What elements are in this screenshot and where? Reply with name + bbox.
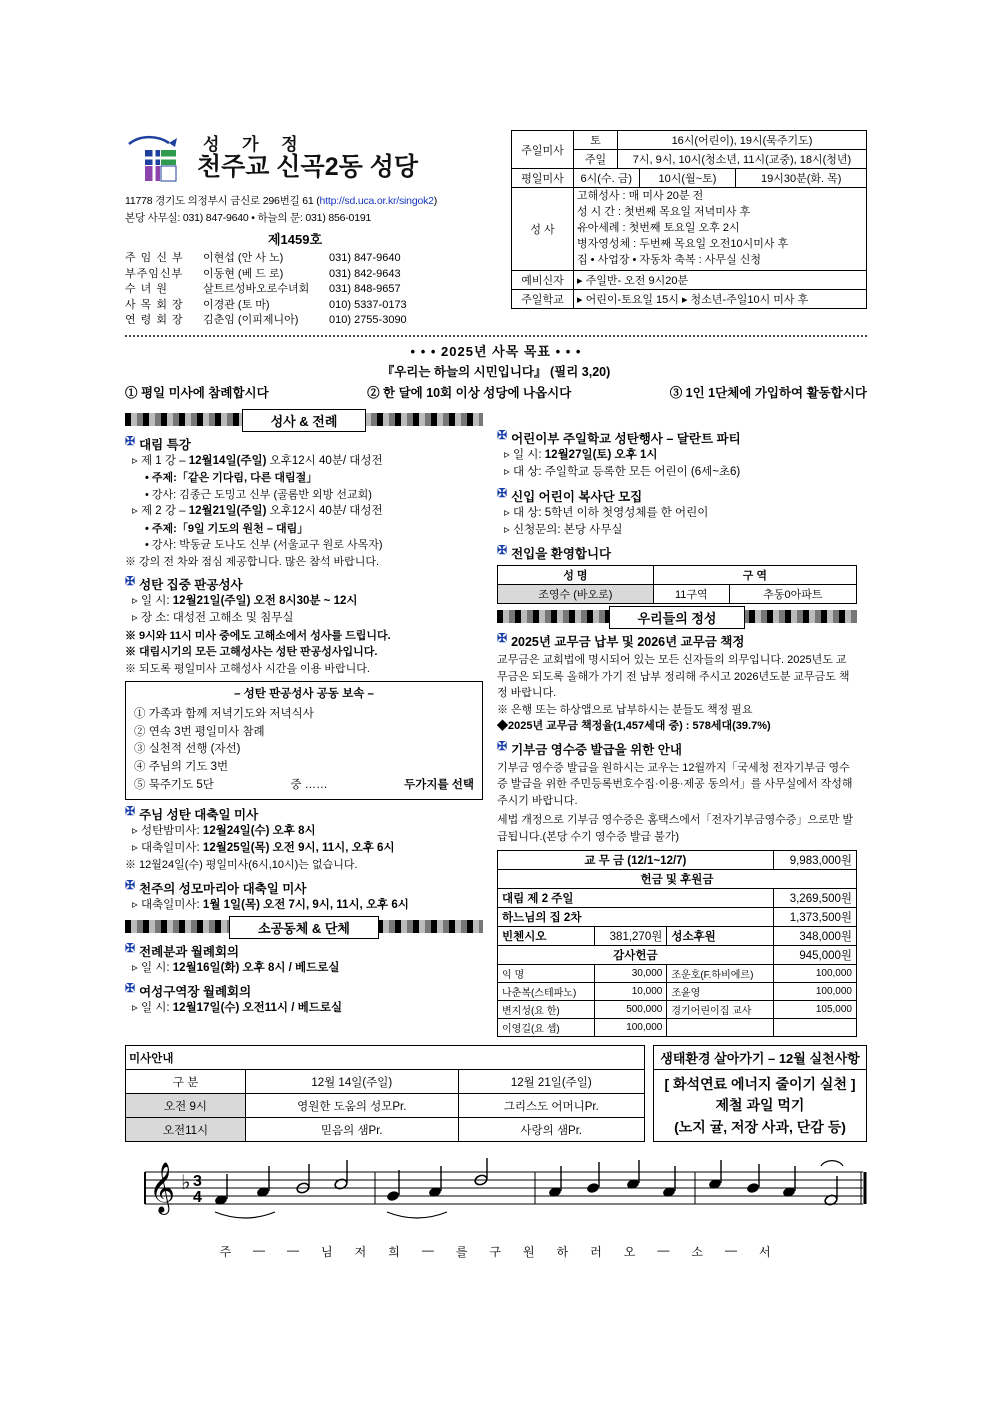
eco-practice-table xyxy=(653,1045,867,1142)
pastoral-goals xyxy=(125,341,867,401)
christmas-night-mass: ▹ 성탄밤미사: 12월24일(수) 오후 8시 xyxy=(132,824,316,837)
staff-row: 연 령 회 장 김춘임 (이피제니아) 010) 2755-3090 xyxy=(125,314,407,327)
staff-list xyxy=(125,251,505,329)
offering-row-label-2: 성소후원 xyxy=(667,927,773,946)
cross-icon: ✠ xyxy=(497,485,508,500)
confession-section: ✠ 성탄 집중 판공성사 ▹ 일 시: 12월21일(주일) 오전 8시30분 ~ 12시 ▹ 장 소: 대성전 고해소 및 침무실 ※ 9시와 11시 미사 중에도 고해소에서 성사를 드립니다. ※ 대림시기의 모든 고해성사는 성탄 판공성사입니다. ※ 되도록 평일미사 고해성사 시간을 이용 바랍니다. xyxy=(125,575,483,677)
dues-row-label: 교 무 금 (12/1~12/7) xyxy=(498,851,774,870)
staff-row: 주 임 신 부 이현섭 (안 사 노) 031) 847-9640 xyxy=(125,252,401,264)
penance-tail-mid: 중 …… xyxy=(290,779,328,792)
section-band-groups: 소공동체 & 단체 xyxy=(125,917,483,937)
sunday-mass-label: 주일미사 xyxy=(512,131,574,169)
dues-paragraph-2: ※ 은행 또는 하상앱으로 납부하시는 분들도 책정 필요 xyxy=(497,703,753,716)
content-columns xyxy=(125,407,867,1037)
penance-tail: 두가지를 선택 xyxy=(404,779,474,792)
dues-section: ✠ 2025년 교무금 납부 및 2026년 교무금 책정 교무금은 교회법에 명시되어 있는 모든 신자들의 의무입니다. 2025년도 교무금은 되도록 올해가 가기 전 납부 정리해 주시고 2026년도분 교무금도 책정 바랍니다. ※ 은행 또는 하상앱으로 납부하시는 분들도 책정 필요 ◆2025년 교무금 책정율(1,457세대 중) : 578세대(39.7%) xyxy=(497,632,857,735)
header xyxy=(125,130,867,329)
divider xyxy=(125,335,867,337)
table-row: 오전 9시 영원한 도움의 성모Pr. 그리스도 어머니Pr. xyxy=(126,1094,645,1118)
church-name-line2: 천주교 신곡2동 성당 xyxy=(197,152,418,181)
offering-row-label: 하느님의 집 2차 xyxy=(498,908,774,927)
bottom-section xyxy=(125,1045,867,1142)
advent-topic-1: • 주제:「같은 기다림, 다른 대림절」 xyxy=(145,472,318,485)
cross-icon: ✠ xyxy=(125,877,136,892)
goals-verse: 『우리는 하늘의 시민입니다』 (필리 3,20) xyxy=(381,365,611,380)
time-signature-bottom: 4 xyxy=(193,1189,202,1207)
offering-row-value: 1,373,500원 xyxy=(773,908,856,927)
confession-note-1: ※ 9시와 11시 미사 중에도 고해소에서 성사를 드립니다. xyxy=(125,629,391,642)
mass-guide-title: 미사안내 xyxy=(126,1046,645,1070)
catechumen-label: 예비신자 xyxy=(512,270,574,289)
christmas-mass: ✠ 주님 성탄 대축일 미사 ▹ 성탄밤미사: 12월24일(수) 오후 8시 ▹ 대축일미사: 12월25일(목) 오전 9시, 11시, 오후 6시 ※ 12월24일(수) 평일미사(6시,10시)는 없습니다. xyxy=(125,805,483,874)
donation-receipt-section: ✠ 기부금 영수증 발급을 위한 안내 기부금 영수증 발급을 원하시는 교우는 12월까지「국세청 전자기부금 영수증 발급을 위한 주민등록번호수집·이용·제공 동의서」를 사무실에서 작성해 주시기 바랍니다. 세법 개정으로 기부금 영수증은 홈택스에서「전자기부금영수증」으로만 발급됩니다.(본당 수기 영수증 발급 불가) xyxy=(497,740,857,846)
issue-number: 제1459호 xyxy=(267,232,323,247)
sacrament-info: 고해성사 : 매 미사 20분 전 성 시 간 : 첫번째 목요일 저녁미사 후 유아세례 : 첫번째 토요일 오후 2시 병자영성체 : 두번째 목요일 오전10시미사 후 집 • 사업장 • 자동차 축복 : 사무실 신청 xyxy=(574,188,867,271)
mass-guide-date-2: 12월 21일(주일) xyxy=(458,1070,644,1094)
left-column xyxy=(125,407,483,1037)
cross-icon: ✠ xyxy=(497,631,508,646)
svg-text:♭: ♭ xyxy=(181,1170,191,1195)
penance-box xyxy=(125,681,483,800)
goals-title: • • • 2025년 사목 목표 • • • xyxy=(410,344,582,360)
penance-item: ① 가족과 함께 저녁기도와 저녁식사 xyxy=(134,707,314,720)
confession-when: ▹ 일 시: 12월21일(주일) 오전 8시30분 ~ 12시 xyxy=(132,595,358,608)
time-signature-top: 3 xyxy=(193,1173,202,1191)
cross-icon: ✠ xyxy=(497,428,508,443)
sat-label: 토 xyxy=(574,131,618,150)
advent-lecture: ✠ 대림 특강 ▹ 제 1 강 – 12월14일(주일) 오후12시 40분/ 대성전 • 주제:「같은 기다림, 다른 대림절」 • 강사: 김종근 도밍고 신부 (골롬반 외방 선교회) ▹ 제 2 강 – 12월21일(주일) 오후12시 40분/ 대성전 • 주제:「9일 기도의 원천 – 대림」 • 강사: 박동균 도나도 신부 (서울교구 원로 사목자) ※ 강의 전 차와 점심 제공합니다. 많은 참석 바랍니다. xyxy=(125,435,483,570)
dues-rate: ◆2025년 교무금 책정율(1,457세대 중) : 578세대(39.7%) xyxy=(497,720,771,733)
new-altar-servers: ✠ 신입 어린이 복사단 모집 ▹ 대 상: 5학년 이하 첫영성체를 한 어린이 ▹ 신청문의: 본당 사무실 xyxy=(497,487,857,540)
offering-row-value-2: 348,000원 xyxy=(773,927,856,946)
table-row: 익 명 30,000 조운호(F.하비에르) 100,000 xyxy=(498,965,857,983)
goal-item: ② 한 달에 10회 이상 성당에 나옵시다 xyxy=(367,386,572,401)
weekday-time-3: 19시30분(화. 목) xyxy=(736,169,867,188)
lyrics-line: 주 — — 님 저 희 — 를 구 원 하 러 오 — 소 — 서 xyxy=(219,1243,773,1260)
goal-item: ① 평일 미사에 참례합시다 xyxy=(125,386,269,401)
catechumen-value: ▸ 주일반- 오전 9시20분 xyxy=(574,270,867,289)
penance-item: ④ 주님의 기도 3번 xyxy=(134,761,229,774)
mass-guide-col-label: 구 분 xyxy=(126,1070,246,1094)
penance-item: ⑤ 묵주기도 5단 xyxy=(134,779,214,792)
eco-line-3: (노지 귤, 저장 사과, 단감 등) xyxy=(654,1116,867,1142)
liturgy-meeting-when: ▹ 일 시: 12월16일(화) 오후 8시 / 베드로실 xyxy=(132,962,340,975)
cross-icon: ✠ xyxy=(125,574,136,589)
church-office-phone: 본당 사무실: 031) 847-9640 • 하늘의 문: 031) 856-0191 xyxy=(125,212,372,224)
table-row: 조영수 (바오로) 11구역 추동0아파트 xyxy=(498,585,857,604)
sunday-school-label: 주일학교 xyxy=(512,289,574,308)
women-district-meeting-when: ▹ 일 시: 12월17일(수) 오전11시 / 베드로실 xyxy=(132,1002,343,1015)
weekday-time-2: 10시(월~토) xyxy=(639,169,736,188)
mary-mass: ✠ 천주의 성모마리아 대축일 미사 ▹ 대축일미사: 1월 1일(목) 오전 7시, 9시, 11시, 오후 6시 xyxy=(125,879,483,914)
sacrament-label: 성 사 xyxy=(512,188,574,271)
church-logo-icon xyxy=(125,130,187,186)
advent-lecture-1: ▹ 제 1 강 – 12월14일(주일) 오후12시 40분/ 대성전 xyxy=(132,455,383,468)
church-name-line1: 성 가 정 xyxy=(203,134,307,154)
weekday-time-1: 6시(수. 금) xyxy=(574,169,640,188)
kids-party-who: ▹ 대 상: 주일학교 등록한 모든 어린이 (6세~초6) xyxy=(504,466,741,479)
thanksgiving-label: 감사헌금 xyxy=(498,946,774,965)
eco-title: 생태환경 살아가기 – 12월 실천사항 xyxy=(654,1046,867,1070)
welcome-table xyxy=(497,565,857,604)
advent-note: ※ 강의 전 차와 점심 제공합니다. 많은 참석 바랍니다. xyxy=(125,555,380,568)
confession-note-3: ※ 되도록 평일미사 고해성사 시간을 이용 바랍니다. xyxy=(125,662,370,675)
church-website-link[interactable]: http://sd.uca.or.kr/singok2 xyxy=(319,195,434,207)
confession-where: ▹ 장 소: 대성전 고해소 및 침무실 xyxy=(132,612,294,625)
sat-times: 16시(어린이), 19시(묵주기도) xyxy=(618,131,867,150)
cross-icon: ✠ xyxy=(125,434,136,449)
welcome-col-district: 구 역 xyxy=(653,566,856,585)
header-left xyxy=(125,130,505,329)
penance-box-title: – 성탄 판공성사 공동 보속 – xyxy=(234,688,374,701)
table-row: 오전11시 믿음의 샘Pr. 사랑의 샘Pr. xyxy=(126,1118,645,1142)
dues-paragraph-1: 교무금은 교회법에 명시되어 있는 모든 신자들의 의무입니다. 2025년도 교무금은 되도록 올해가 가기 전 납부 정리해 주시고 2026년도분 교무금도 책정 바랍니다. xyxy=(497,654,850,700)
confession-note-2: ※ 대림시기의 모든 고해성사는 성탄 판공성사입니다. xyxy=(125,646,378,659)
music-score xyxy=(125,1152,867,1260)
offering-row-value: 381,270원 xyxy=(595,927,667,946)
welcome-section: ✠ 전입을 환영합니다 성 명 구 역 조영수 (바오로) 11구역 추동0아파트 xyxy=(497,544,857,604)
table-row: 변지성(요 한) 500,000 경기어린이집 교사 105,000 xyxy=(498,1001,857,1019)
cross-icon: ✠ xyxy=(497,738,508,753)
eco-line-2: 제철 과일 먹기 xyxy=(654,1094,867,1116)
cross-icon: ✠ xyxy=(125,981,136,996)
advent-topic-2: • 주제:「9일 기도의 원천 – 대림」 xyxy=(145,522,309,535)
table-row: 이영길(요 셉) 100,000 xyxy=(498,1019,857,1037)
mass-guide-date-1: 12월 14일(주일) xyxy=(246,1070,459,1094)
mass-guide-table xyxy=(125,1045,645,1142)
weekday-mass-label: 평일미사 xyxy=(512,169,574,188)
goal-item: ③ 1인 1단체에 가입하여 활동합시다 xyxy=(669,386,867,401)
staff-row: 사 목 회 장 이경관 (토 마) 010) 5337-0173 xyxy=(125,298,407,311)
dues-row-value: 9,983,000원 xyxy=(773,851,856,870)
liturgy-meeting: ✠ 전례분과 월례회의 ▹ 일 시: 12월16일(화) 오후 8시 / 베드로실 xyxy=(125,942,483,977)
sunday-school-value: ▸ 어린이-토요일 15시 ▸ 청소년-주일10시 미사 후 xyxy=(574,289,867,308)
offering-row-label: 대림 제 2 주일 xyxy=(498,889,774,908)
offering-header: 헌금 및 후원금 xyxy=(498,870,857,889)
cross-icon: ✠ xyxy=(497,543,508,558)
advent-speaker-2: • 강사: 박동균 도나도 신부 (서울교구 원로 사목자) xyxy=(145,539,383,552)
advent-speaker-1: • 강사: 김종근 도밍고 신부 (골롬반 외방 선교회) xyxy=(145,488,372,501)
svg-text:𝄞: 𝄞 xyxy=(149,1162,176,1214)
offering-row-value: 3,269,500원 xyxy=(773,889,856,908)
thanksgiving-value: 945,000원 xyxy=(773,946,856,965)
welcome-col-name: 성 명 xyxy=(498,566,654,585)
advent-lecture-2: ▹ 제 2 강 – 12월21일(주일) 오후12시 40분/ 대성전 xyxy=(132,505,383,518)
eco-line-1: [ 화석연료 에너지 줄이기 실천 ] xyxy=(654,1070,867,1095)
table-row: 나춘복(스테파노) 10,000 조윤영 100,000 xyxy=(498,983,857,1001)
cross-icon: ✠ xyxy=(125,941,136,956)
kids-party: ✠ 어린이부 주일학교 성탄행사 – 달란트 파티 ▹ 일 시: 12월27일(토) 오후 1시 ▹ 대 상: 주일학교 등록한 모든 어린이 (6세~초6) xyxy=(497,429,857,482)
offering-table xyxy=(497,850,857,1037)
new-altar-servers-apply: ▹ 신청문의: 본당 사무실 xyxy=(504,523,623,536)
section-band-sacraments: 성사 & 전례 xyxy=(125,410,483,430)
kids-party-when: ▹ 일 시: 12월27일(토) 오후 1시 xyxy=(504,449,658,462)
cross-icon: ✠ xyxy=(125,803,136,818)
staff-row: 수 녀 원 살트르성바오로수녀회 031) 848-9657 xyxy=(125,283,401,296)
donation-paragraph-1: 기부금 영수증 발급을 원하시는 교우는 12월까지「국세청 전자기부금 영수증 발급을 위한 주민등록번호수집·이용·제공 동의서」를 사무실에서 작성해 주시기 바랍니다. xyxy=(497,761,853,807)
new-altar-servers-who: ▹ 대 상: 5학년 이하 첫영성체를 한 어린이 xyxy=(504,506,709,519)
church-address: 11778 경기도 의정부시 금신로 296번길 61 (http://sd.uca.or.kr/singok2) xyxy=(125,195,438,207)
christmas-note: ※ 12월24일(수) 평일미사(6시,10시)는 없습니다. xyxy=(125,859,358,872)
offering-row-label: 빈첸시오 xyxy=(498,927,595,946)
sun-times: 7시, 9시, 10시(청소년, 11시(교중), 18시(청년) xyxy=(618,150,867,169)
penance-item: ② 연속 3번 평일미사 참례 xyxy=(134,725,265,738)
sun-label: 주일 xyxy=(574,150,618,169)
penance-item: ③ 실천적 선행 (자선) xyxy=(134,743,241,756)
right-column xyxy=(497,407,857,1037)
christmas-day-mass: ▹ 대축일미사: 12월25일(목) 오전 9시, 11시, 오후 6시 xyxy=(132,842,395,855)
section-band-offering: 우리들의 정성 xyxy=(497,607,857,627)
staff-row: 부주임신부 이동현 (베 드 로) 031) 842-9643 xyxy=(125,267,401,280)
donation-paragraph-2: 세법 개정으로 기부금 영수증은 홈택스에서「전자기부금영수증」으로만 발급됩니다.(본당 수기 영수증 발급 불가) xyxy=(497,814,854,843)
women-district-meeting: ✠ 여성구역장 월례회의 ▹ 일 시: 12월17일(수) 오전11시 / 베드로실 xyxy=(125,982,483,1017)
mass-schedule-table xyxy=(511,130,867,309)
mary-mass-time: ▹ 대축일미사: 1월 1일(목) 오전 7시, 9시, 11시, 오후 6시 xyxy=(132,898,409,911)
